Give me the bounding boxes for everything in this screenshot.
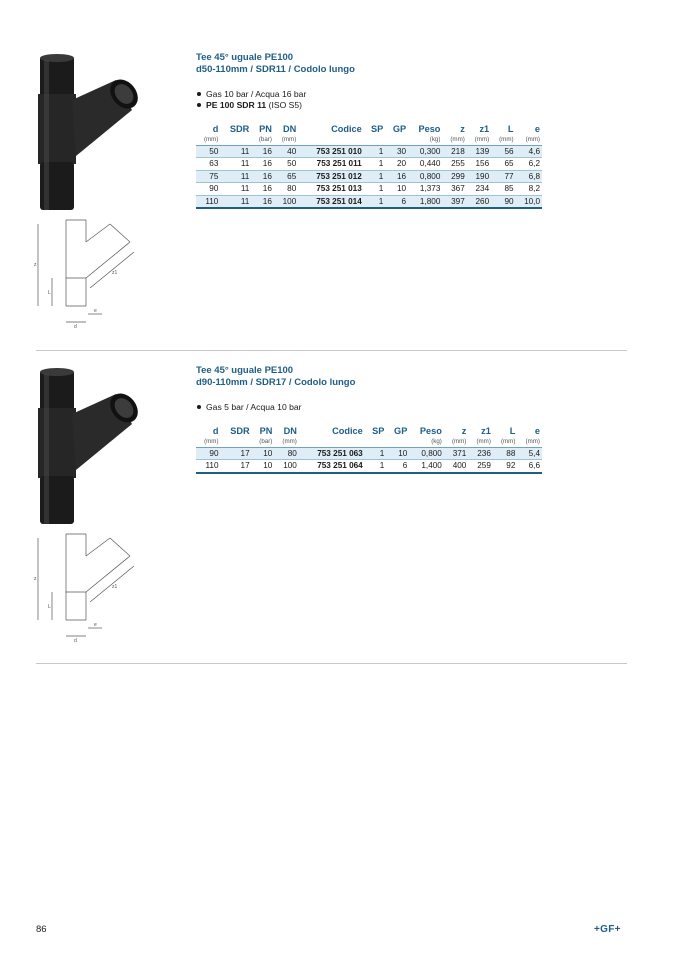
col-e: e (534, 123, 540, 134)
section-divider (36, 350, 627, 351)
L-dimension-label: L (48, 604, 51, 610)
bullet-item: PE 100 SDR 11 (ISO S5) (196, 100, 546, 111)
col-codice: Codice (331, 123, 362, 134)
spec-table-2 (196, 425, 542, 474)
d-dimension-label: d (74, 638, 77, 644)
z1-dimension-label: z1 (112, 270, 118, 276)
table-row: 110 17 10 100 753 251 064 1 6 1,400 400 259 92 6,6 (196, 460, 542, 473)
col-peso: Peso (418, 123, 441, 134)
table-row: 50 11 16 40 753 251 010 1 30 0,300 218 139 56 4,6 (196, 145, 542, 158)
bullet-list (196, 402, 546, 413)
spec-table-1 (196, 123, 542, 210)
z-dimension-label: z (34, 262, 37, 268)
z1-dimension-label: z1 (112, 584, 118, 590)
bullet-item: Gas 5 bar / Acqua 10 bar (196, 402, 546, 413)
product-title-line-1: Tee 45° uguale PE100 (196, 52, 294, 63)
col-e: e (534, 425, 540, 436)
col-l: L (509, 425, 516, 436)
e-dimension-label: e (94, 308, 97, 314)
table-units-row: (mm) (bar) (mm) (kg) (mm) (mm) (mm) (mm) (196, 135, 542, 146)
product-title-line-1: Tee 45° uguale PE100 (196, 365, 294, 376)
table-row: 75 11 16 65 753 251 012 1 16 0,800 299 190 77 6,8 (196, 170, 542, 183)
tee-45-drawing (30, 532, 140, 652)
col-d: d (212, 425, 219, 436)
col-pn: PN (259, 425, 273, 436)
e-dimension-label: e (94, 622, 97, 628)
col-gp: GP (392, 123, 407, 134)
col-codice: Codice (332, 425, 363, 436)
section-divider (36, 663, 627, 664)
col-sdr: SDR (230, 425, 250, 436)
col-dn: DN (282, 123, 297, 134)
col-gp: GP (394, 425, 408, 436)
product-info-1 (196, 52, 546, 209)
bullet-list (196, 89, 546, 111)
col-pn: PN (259, 123, 272, 134)
col-l: L (507, 123, 514, 134)
product-title-line-2: d90-110mm / SDR17 / Codolo lungo (196, 376, 356, 388)
col-sp: SP (372, 425, 385, 436)
tee-45-drawing (30, 218, 140, 338)
bullet-item: Gas 10 bar / Acqua 16 bar (196, 89, 546, 100)
table-units-row: (mm) (bar) (mm) (kg) (mm) (mm) (mm) (mm) (196, 437, 542, 448)
z-dimension-label: z (34, 576, 37, 582)
tee-45-photo (36, 52, 142, 214)
product-info-2 (196, 365, 546, 474)
product-title-line-2: d50-110mm / SDR11 / Codolo lungo (196, 63, 355, 75)
table-row: 90 17 10 80 753 251 063 1 10 0,800 371 236 88 5,4 (196, 447, 542, 460)
L-dimension-label: L (48, 290, 51, 296)
tee-45-photo (36, 366, 142, 528)
col-dn: DN (283, 425, 297, 436)
table-row: 63 11 16 50 753 251 011 1 20 0,440 255 156 65 6,2 (196, 158, 542, 171)
col-z: z (461, 425, 467, 436)
page-number: 86 (36, 924, 47, 935)
col-z: z (460, 123, 465, 134)
col-z1: z1 (479, 123, 490, 134)
col-sp: SP (370, 123, 384, 134)
table-row: 90 11 16 80 753 251 013 1 10 1,373 367 234 85 8,2 (196, 183, 542, 196)
col-z1: z1 (481, 425, 491, 436)
gf-logo: +GF+ (594, 924, 621, 935)
table-header-row (196, 123, 542, 135)
col-peso: Peso (419, 425, 442, 436)
col-sdr: SDR (229, 123, 250, 134)
table-row: 110 11 16 100 753 251 014 1 6 1,800 397 260 90 10,0 (196, 195, 542, 208)
d-dimension-label: d (74, 324, 77, 330)
col-d: d (212, 123, 219, 134)
table-header-row (196, 425, 542, 437)
